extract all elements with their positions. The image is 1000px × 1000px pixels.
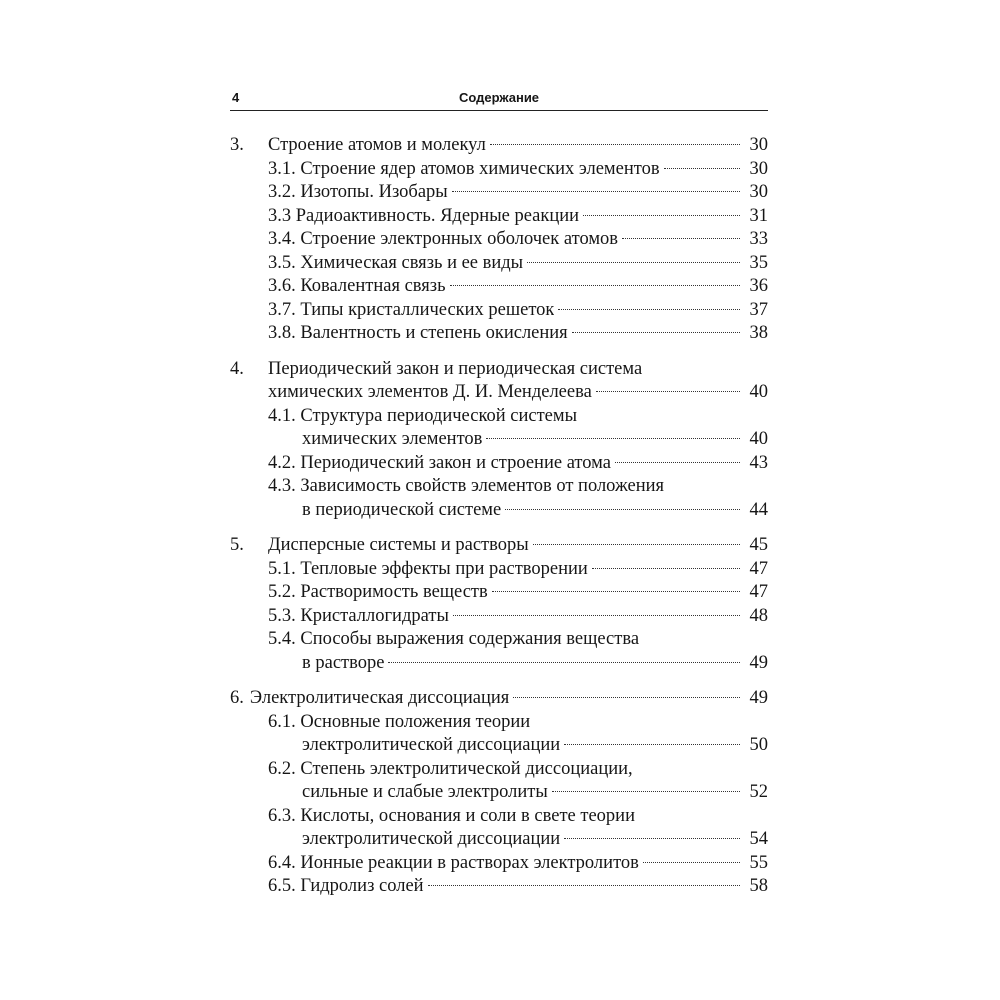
entry-label-line1: 4.3. Зависимость свойств элементов от положения xyxy=(268,476,665,496)
leader-dots xyxy=(388,662,740,663)
table-of-contents xyxy=(230,134,768,911)
leader-dots xyxy=(486,438,740,439)
leader-dots xyxy=(513,697,740,698)
section-title-line2: химических элементов Д. И. Менделеева xyxy=(268,382,592,402)
leader-dots xyxy=(572,332,740,333)
leader-dots xyxy=(583,215,740,216)
toc-entry-6-2-line1[interactable] xyxy=(230,758,768,782)
page-ref: 30 xyxy=(749,135,768,155)
leader-dots xyxy=(490,144,740,145)
leader-dots xyxy=(622,238,740,239)
page-ref: 43 xyxy=(749,452,768,473)
toc-entry-3-3[interactable] xyxy=(230,205,768,229)
toc-entry-4-1[interactable] xyxy=(230,428,768,452)
toc-entry-4-3[interactable] xyxy=(230,499,768,523)
toc-entry-6-4[interactable] xyxy=(230,852,768,876)
section-title: Дисперсные системы и растворы xyxy=(268,535,529,555)
leader-dots xyxy=(643,862,740,863)
entry-label-line2: электролитической диссоциации xyxy=(302,735,561,755)
page-ref: 47 xyxy=(749,558,768,579)
page-ref: 49 xyxy=(749,688,768,708)
page-ref: 58 xyxy=(749,876,768,896)
section-number: 5. xyxy=(230,535,244,555)
page-ref: 40 xyxy=(749,429,768,449)
toc-entry-5-3[interactable] xyxy=(230,605,768,629)
page-ref: 54 xyxy=(749,829,768,849)
section-title: Электролитическая диссоциация xyxy=(249,688,510,708)
leader-dots xyxy=(533,544,740,545)
page-ref: 35 xyxy=(749,252,768,273)
toc-entry-5-4[interactable] xyxy=(230,652,768,676)
page-ref: 36 xyxy=(749,276,768,296)
entry-label-line2: сильные и слабые электролиты xyxy=(302,782,548,802)
entry-label-line2: в периодической системе xyxy=(302,499,502,520)
leader-dots xyxy=(428,885,740,886)
entry-label: 6.4. Ионные реакции в растворах электролитов xyxy=(268,852,639,873)
entry-label: 3.4. Строение электронных оболочек атомов xyxy=(268,229,619,249)
entry-label-line1: 6.3. Кислоты, основания и соли в свете теории xyxy=(268,805,635,826)
section-number: 4. xyxy=(230,358,244,379)
running-header xyxy=(230,84,768,111)
toc-entry-3-7[interactable] xyxy=(230,299,768,323)
toc-entry-6-2[interactable] xyxy=(230,781,768,805)
toc-entry-6-1-line1[interactable] xyxy=(230,711,768,735)
page-ref: 50 xyxy=(749,735,768,755)
leader-dots xyxy=(558,309,740,310)
toc-entry-6-1[interactable] xyxy=(230,734,768,758)
leader-dots xyxy=(615,462,740,463)
toc-section-3 xyxy=(230,134,768,346)
page-ref: 47 xyxy=(749,582,768,602)
leader-dots xyxy=(527,262,740,263)
leader-dots xyxy=(552,791,740,792)
entry-label: 6.5. Гидролиз солей xyxy=(268,876,424,896)
toc-entry-6-3[interactable] xyxy=(230,828,768,852)
entry-label-line2: электролитической диссоциации xyxy=(302,829,561,849)
entry-label: 3.6. Ковалентная связь xyxy=(268,276,446,296)
leader-dots xyxy=(596,391,740,392)
running-title: Содержание xyxy=(458,90,540,105)
toc-entry-3[interactable] xyxy=(230,134,768,158)
toc-entry-5-2[interactable] xyxy=(230,581,768,605)
entry-label-line2: в растворе xyxy=(302,652,385,673)
toc-entry-4-line1[interactable] xyxy=(230,358,768,382)
toc-entry-5[interactable] xyxy=(230,534,768,558)
toc-entry-6[interactable] xyxy=(230,687,768,711)
page-ref: 37 xyxy=(749,299,768,320)
leader-dots xyxy=(453,615,740,616)
toc-entry-5-4-line1[interactable] xyxy=(230,628,768,652)
toc-section-6 xyxy=(230,687,768,899)
entry-label: 3.8. Валентность и степень окисления xyxy=(268,323,568,343)
leader-dots xyxy=(592,568,740,569)
page-number: 4 xyxy=(232,90,240,105)
leader-dots xyxy=(492,591,740,592)
section-number: 3. xyxy=(230,135,244,155)
toc-entry-3-1[interactable] xyxy=(230,158,768,182)
toc-entry-3-2[interactable] xyxy=(230,181,768,205)
page-ref: 40 xyxy=(749,382,768,402)
entry-label: 3.2. Изотопы. Изобары xyxy=(268,182,448,202)
toc-entry-5-1[interactable] xyxy=(230,558,768,582)
toc-entry-3-5[interactable] xyxy=(230,252,768,276)
toc-section-4 xyxy=(230,358,768,523)
entry-label: 3.1. Строение ядер атомов химических элементов xyxy=(268,158,660,179)
page-ref: 52 xyxy=(749,782,768,802)
entry-label: 5.1. Тепловые эффекты при растворении xyxy=(268,558,588,579)
entry-label: 5.3. Кристаллогидраты xyxy=(268,605,449,626)
book-page xyxy=(230,84,768,896)
entry-label-line1: 5.4. Способы выражения содержания вещества xyxy=(268,629,640,649)
page-ref: 49 xyxy=(749,652,768,673)
entry-label-line1: 4.1. Структура периодической системы xyxy=(268,405,578,426)
page-ref: 55 xyxy=(749,852,768,873)
entry-label: 3.7. Типы кристаллических решеток xyxy=(268,299,555,320)
page-ref: 31 xyxy=(749,205,768,226)
entry-label-line2: химических элементов xyxy=(302,429,483,449)
entry-label: 3.5. Химическая связь и ее виды xyxy=(268,252,524,273)
page-ref: 30 xyxy=(749,182,768,202)
section-number: 6. xyxy=(230,688,244,708)
leader-dots xyxy=(452,191,740,192)
toc-entry-6-5[interactable] xyxy=(230,875,768,899)
toc-entry-4-2[interactable] xyxy=(230,452,768,476)
toc-entry-4-3-line1[interactable] xyxy=(230,475,768,499)
leader-dots xyxy=(505,509,740,510)
page-ref: 45 xyxy=(749,535,768,555)
page-ref: 33 xyxy=(749,229,768,249)
page-ref: 44 xyxy=(749,499,768,520)
page-ref: 30 xyxy=(749,158,768,179)
section-title: Строение атомов и молекул xyxy=(268,135,486,155)
toc-entry-6-3-line1[interactable] xyxy=(230,805,768,829)
page-ref: 48 xyxy=(749,605,768,626)
entry-label-line1: 6.2. Степень электролитической диссоциации, xyxy=(268,758,633,779)
page-ref: 38 xyxy=(749,323,768,343)
leader-dots xyxy=(450,285,740,286)
toc-entry-4-1-line1[interactable] xyxy=(230,405,768,429)
entry-label: 3.3 Радиоактивность. Ядерные реакции xyxy=(268,205,580,226)
leader-dots xyxy=(664,168,740,169)
section-title-line1: Периодический закон и периодическая система xyxy=(268,358,643,379)
entry-label: 5.2. Растворимость веществ xyxy=(268,582,488,602)
entry-label-line1: 6.1. Основные положения теории xyxy=(268,711,531,732)
toc-entry-3-6[interactable] xyxy=(230,275,768,299)
leader-dots xyxy=(564,744,740,745)
toc-section-5 xyxy=(230,534,768,675)
leader-dots xyxy=(564,838,740,839)
toc-entry-3-8[interactable] xyxy=(230,322,768,346)
toc-entry-4[interactable] xyxy=(230,381,768,405)
entry-label: 4.2. Периодический закон и строение атома xyxy=(268,452,611,473)
toc-entry-3-4[interactable] xyxy=(230,228,768,252)
